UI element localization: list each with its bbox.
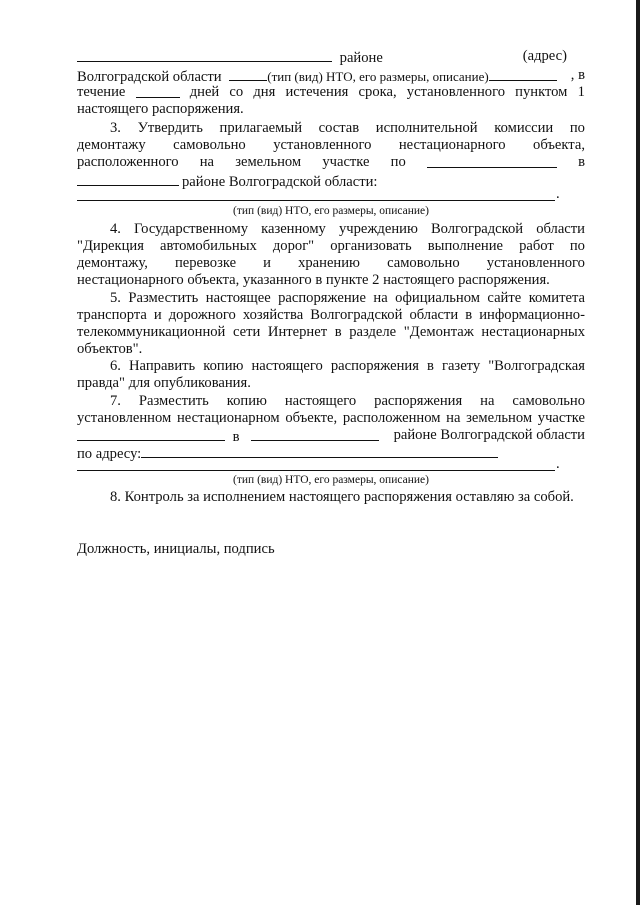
text: Разместить [138, 393, 209, 409]
text: в [427, 358, 434, 374]
text: в [465, 307, 473, 323]
text: газету [441, 358, 481, 374]
text: состав [318, 120, 360, 136]
text: распоряжения [374, 393, 463, 409]
text: в [232, 429, 240, 445]
text: со [229, 84, 244, 100]
text: 1 [577, 84, 585, 100]
text: копию [203, 358, 244, 374]
blank-field [77, 172, 179, 186]
text: учреждению [338, 221, 418, 237]
p5-line4: объектов". [77, 341, 143, 357]
caption-nto: (тип (вид) НТО, его размеры, описание) [233, 474, 429, 486]
text: течение [77, 84, 126, 100]
text: самовольно [173, 137, 246, 153]
text: официальном [395, 290, 480, 306]
text: Разместить [128, 290, 199, 306]
text: 4. [110, 221, 121, 237]
text: на [480, 393, 495, 409]
text: установленного [486, 255, 585, 271]
p4-line2 [77, 238, 585, 255]
p4-line4: нестационарного объекта, указанного в пункте 2 настоящего распоряжения. [77, 272, 550, 288]
text: по [569, 120, 585, 136]
text: дорог" [272, 238, 315, 254]
text: комиссии [494, 120, 554, 136]
p6-line1 [77, 358, 585, 375]
text: по адресу: [77, 446, 142, 462]
text: хранению [298, 255, 360, 271]
text: 6. [110, 358, 121, 374]
text: пунктом [515, 84, 568, 100]
text: "Дирекция [77, 238, 144, 254]
district-word: районе [339, 50, 383, 66]
p7-line1 [77, 393, 585, 410]
text: сети [232, 324, 261, 340]
text: транспорта [77, 307, 147, 323]
text: сайте [487, 290, 522, 306]
text: и [263, 255, 271, 271]
text: в [334, 324, 342, 340]
text: Волгоградской [430, 221, 524, 237]
signature-line: Должность, инициалы, подпись [77, 541, 275, 557]
p3-line1 [77, 120, 585, 137]
text: распоряжение [278, 290, 366, 306]
text: районе Волгоградской области [393, 427, 585, 443]
text: Интернет [267, 324, 328, 340]
text: распоряжения [330, 358, 419, 374]
p5-line2 [77, 307, 585, 324]
p4-line3 [77, 255, 585, 272]
text: по [390, 154, 406, 170]
text: по [569, 238, 585, 254]
text: дорожного [168, 307, 236, 323]
text: участке [537, 410, 585, 426]
p6-line2: правда" для опубликования. [77, 375, 251, 391]
text: земельном [235, 154, 302, 170]
text: автомобильных [159, 238, 257, 254]
text: нестационарном [176, 410, 280, 426]
text: Волгоградской области [77, 69, 222, 85]
text: Направить [129, 358, 196, 374]
text: земельном [466, 410, 533, 426]
text: дня [253, 84, 276, 100]
p5-line3 [77, 324, 585, 341]
text: 5. [110, 290, 121, 306]
text: Волгоградской [310, 307, 403, 323]
text: самовольно [512, 393, 585, 409]
text: комитета [528, 290, 585, 306]
text: дней [189, 84, 220, 100]
text: нестационарного [398, 137, 506, 153]
text: области [536, 221, 585, 237]
text: области [409, 307, 459, 323]
text: и [153, 307, 162, 323]
caption-nto: (тип (вид) НТО, его размеры, описание) [233, 205, 429, 217]
text: самовольно [387, 255, 460, 271]
period: . [556, 456, 560, 472]
p8-line: 8. Контроль за исполнением настоящего распоряжения оставляю за собой. [110, 489, 574, 505]
p3-line3 [77, 154, 585, 171]
text: 7. [110, 393, 121, 409]
blank-field [141, 444, 498, 458]
period: . [556, 186, 560, 202]
text: выполнение [427, 238, 504, 254]
blank-field [427, 154, 557, 168]
text: участке [322, 154, 370, 170]
text: настоящего [251, 358, 323, 374]
text: прилагаемый [219, 120, 303, 136]
blank-line [77, 199, 555, 201]
p7-line4 [77, 444, 585, 463]
text: демонтажу [77, 137, 146, 153]
text: демонтажу, [77, 255, 148, 271]
text: копию [226, 393, 267, 409]
text: перевозке [174, 255, 237, 271]
text: районе Волгоградской области: [182, 174, 378, 190]
text: объекта, [533, 137, 585, 153]
address-word: (адрес) [522, 48, 567, 64]
text: разделе [349, 324, 397, 340]
text: информационно- [479, 307, 585, 323]
text: расположенного [77, 154, 179, 170]
blank-field [136, 84, 180, 98]
text: срока, [358, 84, 397, 100]
text: Утвердить [137, 120, 203, 136]
text: настоящего [284, 393, 357, 409]
page-edge [636, 0, 640, 905]
p5-line1 [77, 290, 585, 307]
p3-line4 [77, 172, 585, 191]
p2-line2 [77, 84, 585, 101]
text: в [578, 154, 585, 170]
text: на [199, 154, 215, 170]
blank-field [229, 67, 267, 81]
p4-line1 [77, 221, 585, 238]
p2-line3: настоящего распоряжения. [77, 101, 244, 117]
text: расположенном [342, 410, 441, 426]
p3-line2 [77, 137, 585, 154]
text: хозяйства [242, 307, 304, 323]
text: организовать [330, 238, 412, 254]
caption-inline: (тип (вид) НТО, его размеры, описание) [267, 69, 489, 84]
text: исполнительной [375, 120, 478, 136]
blank-line [77, 469, 555, 471]
text: "Волгоградская [488, 358, 585, 374]
text: , в [570, 67, 585, 83]
text: работ [519, 238, 554, 254]
text: "Демонтаж [403, 324, 474, 340]
text: на [373, 290, 388, 306]
text: на [446, 410, 461, 426]
blank-field [489, 67, 557, 81]
text: телекоммуникационной [77, 324, 226, 340]
header-line [77, 48, 585, 67]
text: настоящее [205, 290, 271, 306]
blank-field [77, 427, 225, 441]
text: нестационарных [481, 324, 585, 340]
text: установленном [77, 410, 172, 426]
text: казенному [261, 221, 326, 237]
text: 3. [110, 120, 121, 136]
blank-field [77, 48, 332, 62]
text: истечения [285, 84, 349, 100]
text: установленного [273, 137, 372, 153]
text: объекте, [285, 410, 338, 426]
text: установленного [406, 84, 505, 100]
p7-line2 [77, 410, 585, 427]
blank-field [251, 427, 379, 441]
text: Государственному [134, 221, 249, 237]
